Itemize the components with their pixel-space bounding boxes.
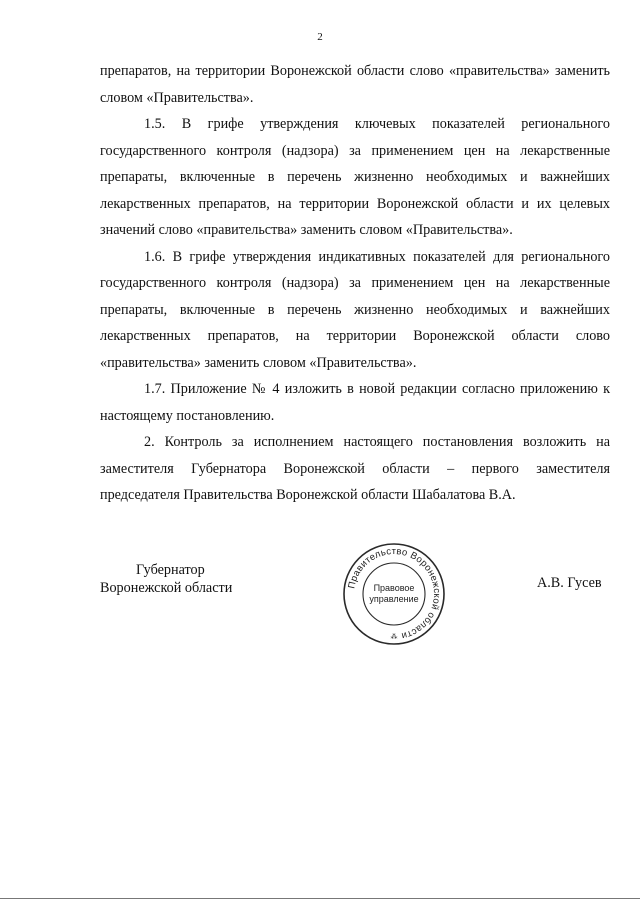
stamp-bottom-mark: ⁂: [390, 634, 398, 641]
stamp-graphic: [341, 541, 447, 647]
signatory-title: Губернатор: [136, 562, 205, 578]
signatory-region: Воронежской области: [100, 580, 233, 596]
stamp-center-line1: Правовое: [373, 583, 415, 593]
paragraph-1-6: 1.6. В грифе утверждения индикативных показателей для регионального государственного контроля (надзора) за применением цен на лекарственные препараты, включенные в перечень жизненно необходимых и важнейших лекарственных препаратов, на территории Воронежской области слово «правительства» заменить словом «Правительства».: [100, 248, 610, 371]
page-number: 2: [317, 31, 323, 43]
document-body: [100, 58, 610, 509]
paragraph-1-7: 1.7. Приложение № 4 изложить в новой редакции согласно приложению к настоящему постановлению.: [100, 381, 610, 424]
signatory-position: [100, 561, 232, 597]
stamp-arc-text: Правительство Воронежской области: [346, 545, 443, 642]
stamp-center-line2: управление: [369, 594, 419, 604]
paragraph-1-5: 1.5. В грифе утверждения ключевых показателей регионального государственного контроля (надзора) за применением цен на лекарственные препараты, включенные в перечень жизненно необходимых и важнейших лекарственных препаратов, на территории Воронежской области и их целевых значений слово «правительства» заменить словом «Правительства».: [100, 116, 610, 238]
paragraph-2: 2. Контроль за исполнением настоящего постановления возложить на заместителя Губернатора Воронежской области – первого заместителя председателя Правительства Воронежской области Шабалатова В.А.: [100, 434, 610, 503]
paragraph-continuation: препаратов, на территории Воронежской области слово «правительства» заменить словом «Правительства».: [100, 63, 610, 106]
signatory-name: А.В. Гусев: [537, 575, 602, 591]
legal-department-stamp: [341, 541, 447, 647]
page-bottom-edge: [0, 898, 640, 899]
